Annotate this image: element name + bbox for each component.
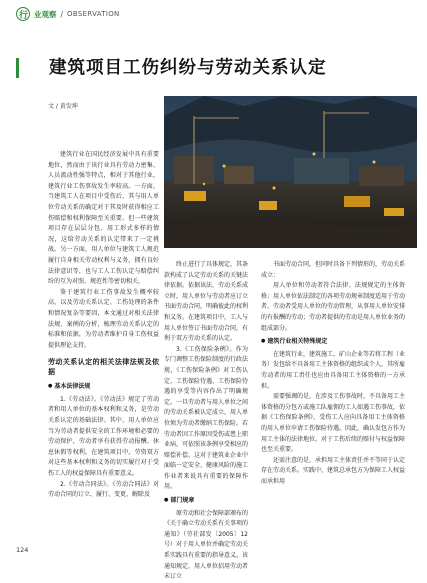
section-divider: /	[60, 9, 64, 19]
section-heading: 劳动关系认定的相关法律法规及依据	[48, 358, 159, 377]
body-paragraph: 1.《劳动法》。《劳动法》规定了劳动者和用人单位的基本权利和义务，是劳动关系认定的基础法律。其中，用人单位应当为劳动者提供安全的工作环境和必要的劳动保护，劳动者享有获得劳动报酬、休息休假等权利。在建筑项目中，劳资双方对这些基本权利和义务的切实履行对于受伤工人的权益保障具有重要意义。	[48, 395, 159, 478]
body-paragraph: 在建筑行业，建筑施工、矿山企业等若将工程（业务）发包给不具备用工主体资格的组织或个人，其所雇劳动者的用工责任也应由具备用工主体资格的一方承担。	[261, 350, 406, 390]
magazine-header	[16, 6, 120, 22]
text-column-2	[164, 260, 248, 583]
intro-paragraph: 鉴于建筑行业工伤事故发生概率较高，以及劳动关系认定、工伤处理的条件和情况复杂等要因，本文通过对相关法律法规、案例的分析，梳理劳动关系认定的标准和依据，为劳动者维护自身工伤权益提供理论支持。	[48, 288, 159, 349]
section-name: 业观察	[34, 9, 57, 19]
subsection-heading: ● 部门规章	[164, 495, 248, 507]
construction-site-photo	[164, 96, 417, 248]
body-paragraph: 书面劳动合同，但同时具备下列情形的，劳动关系成立：	[261, 261, 406, 279]
text-column-3	[261, 260, 405, 487]
subsection-heading: ● 基本法律法规	[48, 381, 159, 393]
body-paragraph: 还需注意的是，承担用工主体责任并不等同于认定存在劳动关系。实践中，建筑总承包方为保障工人权益而承担用	[261, 456, 406, 485]
page-number: 124	[16, 546, 29, 554]
body-paragraph: 2.《劳动合同法》。《劳动合同法》对劳动合同的订立、履行、变更、解除及	[48, 480, 159, 499]
body-paragraph: 原劳动和社会保障部颁布的《关于确立劳动关系有关事项的通知》（劳社部发〔2005〕12号）对于用人单位并确定劳动关系实践具有重要的指导意义。该通知规定，用人单位招用劳动者未订立	[164, 509, 249, 581]
section-logo	[16, 7, 30, 21]
body-paragraph: 终止进行了具体规定，其条款构成了认定劳动关系的关键法律依据。依据该法，劳动关系成立时，用人单位与劳动者应订立书面劳动合同，明确彼此的权利和义务。在建筑项目中，工人与用人单位签订书面劳动合同，有利于双方劳动关系的认定。	[164, 261, 249, 343]
subsection-heading: ● 建筑行业相关特殊规定	[261, 336, 405, 348]
article-title: 建筑项目工伤纠纷与劳动关系认定	[49, 58, 327, 78]
body-paragraph: 3.《工伤保险条例》。作为专门调整工伤保险制度的行政法规，《工伤保险条例》对工伤认定、工伤保险待遇、工伤保险待遇的享受等内容作出了明确规定。一旦劳动者与用人单位之间的劳动关系被认定成立，用人单位须为劳动者缴纳工伤保险。若劳动者因工作原因受伤或患上职业病，可依照该条例享受相应的赔偿补偿。这对于建筑业企业中面临一定安全、健康风险的施工作业者来说具有重要的保障作用。	[164, 345, 249, 491]
intro-paragraph: 建筑行业在国民经济发展中具有重要地位，然而由于该行业具有劳动力密集、人员流动性强等特点，相对于其他行业，建筑行业工伤事故发生率较高。一方面，当建筑工人在项目中受伤后，其与用人单位劳动关系的确定对于其及时获得相应工伤赔偿和权利保障至关重要。但一些建筑项目存在层层分包、用工形式多样的情况，这给劳动关系的认定带来了一定挑战。另一方面，用人单位与建筑工人规范履行自身相关劳动权利与义务，拥有良好法律意识等，也与工人工伤认定与赔偿纠纷的互为对照、规范性等密切相关。	[48, 151, 159, 286]
section-english-name: OBSERVATION	[67, 10, 120, 18]
article-byline: 文 / 黄发坤	[48, 103, 78, 110]
title-block	[16, 58, 427, 78]
text-column-1	[48, 150, 159, 501]
body-paragraph: 需要强调的是，在涉及工伤事故时，不具备用工主体资格的分包方或施工队雇佣的工人如遇工伤事故，依据《工伤保险条例》，受伤工人应向具备用工主体资格的用人单位申请工伤保险待遇。因此，确认发包方作为用工主体的法律地位，对于工伤后续的赔付与权益保障也至关重要。	[261, 393, 406, 454]
body-paragraph: 用人单位和劳动者符合法律、法规规定的主体资格；用人单位依法制定的各项劳动规章制度适用于劳动者，劳动者受用人单位的劳动管理，从事用人单位安排的有报酬的劳动；劳动者提供的劳动是用人单位业务的组成部分。	[261, 282, 406, 332]
section-logo-char: 行	[19, 11, 29, 21]
